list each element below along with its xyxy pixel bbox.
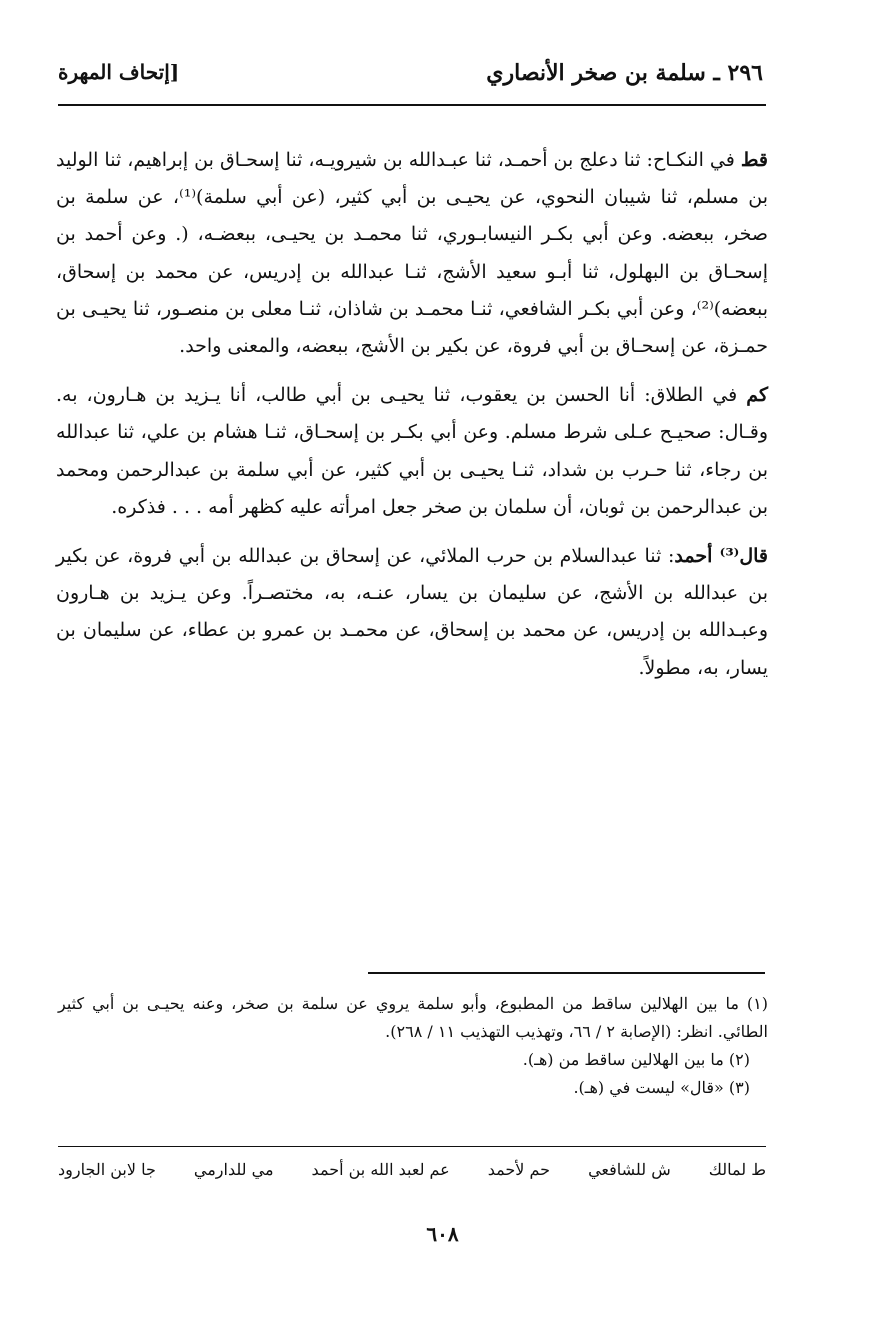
book-title: [إتحاف المهرة xyxy=(58,60,180,84)
footnote: (٣) «قال» ليست في (هـ). xyxy=(573,1078,750,1097)
paragraph xyxy=(56,377,768,526)
paragraph xyxy=(56,142,768,365)
paragraph-text: : ثنا عبدالسلام بن حرب الملائي، عن إسحاق بن عبدالله بن أبي فروة، عن بكير بن عبدالله بن الأشج، عن سليمان بن يسار، عنـه، به، مختصـراً. وعن يـزيد بن هـارون وعبـدالله بن إدريس، عن محمد بن إسحاق، عن محمـد بن عمرو بن عطاء، عن سليمان بن يسار، به، مطولاً. xyxy=(56,545,768,679)
legend-divider xyxy=(58,1146,766,1147)
chapter-heading: ٢٩٦ ـ سلمة بن صخر الأنصاري xyxy=(486,60,763,86)
footnote: (١) ما بين الهلالين ساقط من المطبوع، وأبو سلمة يروي عن سلمة بن صخر، وعنه يحيـى بن أبي كثير الطائي. انظر: (الإصابة ٢ / ٦٦، وتهذيب التهذيب ١١ / ٢٦٨). xyxy=(58,994,768,1041)
paragraph-lead: كم xyxy=(746,384,768,407)
page-number: ٦٠٨ xyxy=(426,1222,459,1246)
legend-item: ش للشافعي xyxy=(588,1160,671,1179)
legend-item: عم لعبد الله بن أحمد xyxy=(311,1160,450,1179)
footnote: (٢) ما بين الهلالين ساقط من (هـ). xyxy=(522,1050,750,1069)
paragraph xyxy=(56,538,768,687)
paragraph-text: في النكـاح: ثنا دعلج بن أحمـد، ثنا عبـدالله بن شيرويـه، ثنا إسحـاق بن إبراهيم، ثنا الوليد بن مسلم، ثنا شيبان النحوي، عن يحيـى بن أبي كثير، (عن أبي سلمة)⁽¹⁾، عن سلمة بن صخر، ببعضه. وعن أبي بكـر النيسابـوري، ثنا محمـد بن يحيـى، ببعضـه، (. وعن أحمد بن إسحـاق بن البهلول، ثنا أبـو سعيد الأشج، ثنـا عبدالله بن إدريس، عن محمد بن إسحاق، ببعضه)⁽²⁾، وعن أبي بكـر الشافعي، ثنـا محمـد بن شاذان، ثنـا معلى بن منصـور، ثنا يحيـى بن حمـزة، عن إسحـاق بن أبي فروة، عن بكير بن الأشج، ببعضه، والمعنى واحد. xyxy=(56,149,769,358)
footnote-divider xyxy=(368,972,765,974)
legend-item: جا لابن الجارود xyxy=(58,1160,156,1179)
abbreviation-legend xyxy=(58,1160,766,1179)
legend-item: مي للدارمي xyxy=(193,1160,274,1179)
legend-item: حم لأحمد xyxy=(487,1160,551,1179)
header-divider xyxy=(58,104,766,106)
paragraph-lead: قال⁽³⁾ أحمد xyxy=(674,545,768,568)
page-header xyxy=(58,52,763,92)
paragraph-text: في الطلاق: أنا الحسن بن يعقوب، ثنا يحيـى بن أبي طالب، أنا يـزيد بن هـارون، به. وقـال: صحيـح عـلى شرط مسلم. وعن أبي بكـر بن إسحـاق، ثنـا هشام بن علي، ثنا عبدالله بن رجاء، ثنا حـرب بن شداد، ثنـا يحيـى بن أبي كثير، عن أبي سلمة بن عبدالرحمن ومحمد بن عبدالرحمن بن ثوبان، أن سلمان بن صخر جعل امرأته عليه كظهر أمه . . . فذكره. xyxy=(56,384,768,518)
footnotes xyxy=(58,990,768,1102)
legend-item: ط لمالك xyxy=(708,1160,766,1179)
paragraph-lead: قط xyxy=(740,149,768,171)
main-text xyxy=(56,142,768,699)
